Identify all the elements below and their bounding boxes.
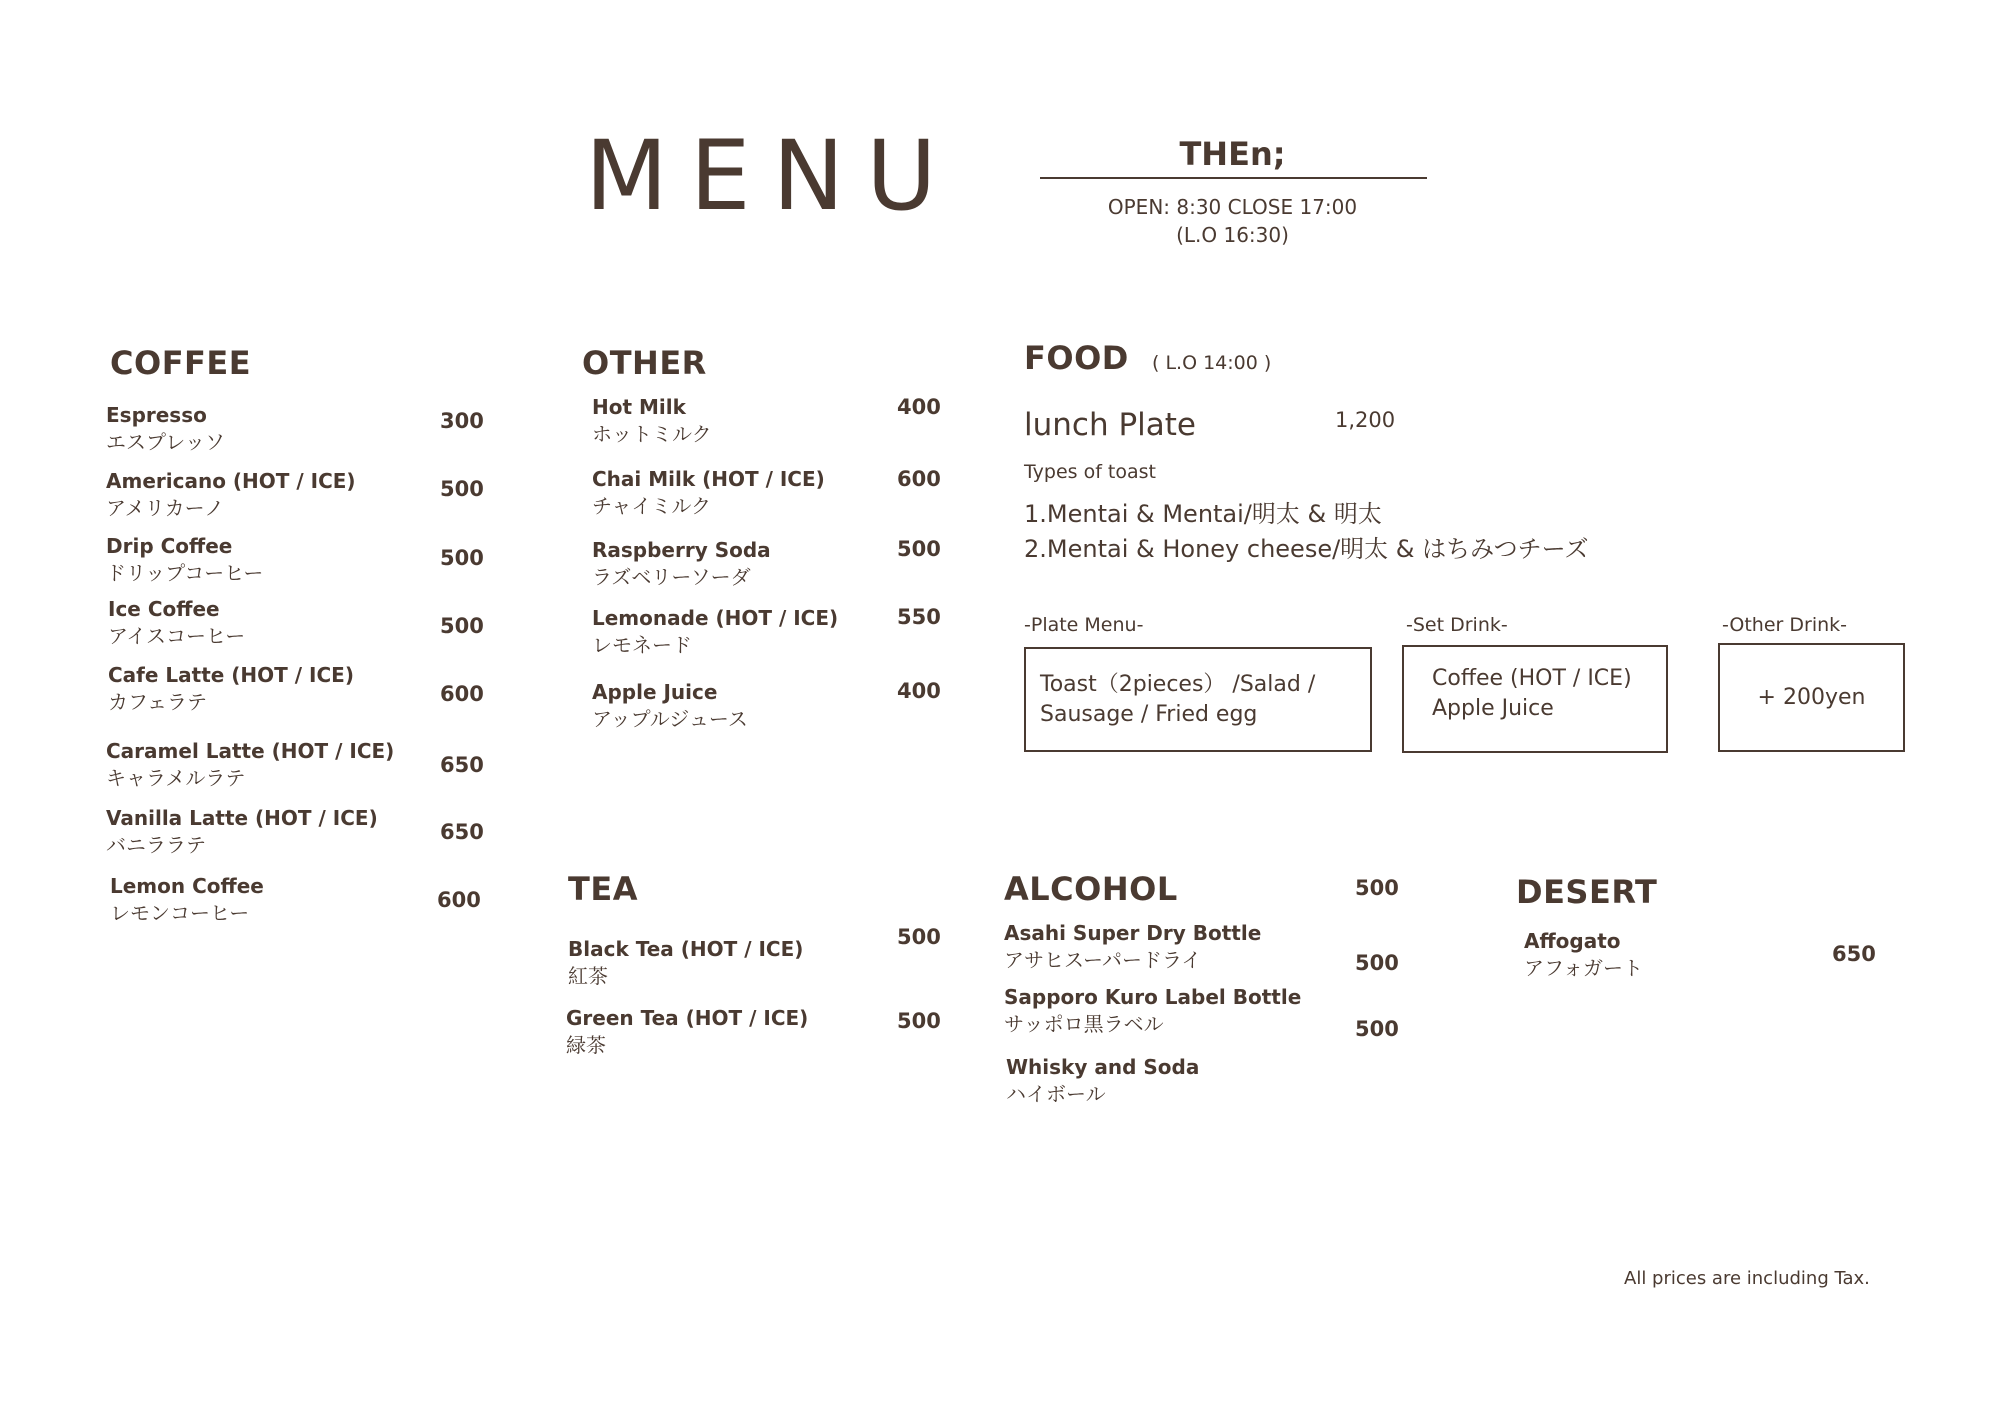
item-name-en: Green Tea (HOT / ICE): [566, 1006, 809, 1030]
set-drink-line-1: Coffee (HOT / ICE): [1432, 666, 1632, 691]
item-price: 400: [897, 395, 941, 419]
item-name-en: Lemon Coffee: [110, 874, 264, 898]
item-price: 500: [440, 546, 484, 570]
item-name-en: Americano (HOT / ICE): [106, 469, 356, 493]
item-name-ja: レモンコーヒー: [110, 901, 250, 925]
item-name-en: Caramel Latte (HOT / ICE): [106, 739, 395, 763]
coffee-item-ice-coffee: [108, 596, 245, 650]
desert-item-affogato: [1524, 928, 1643, 982]
toast-option-1: 1.Mentai & Mentai/明太 & 明太: [1024, 500, 1382, 528]
item-name-en: Cafe Latte (HOT / ICE): [108, 663, 354, 687]
item-name-ja: レモネード: [592, 633, 692, 657]
tea-item-black-tea: [568, 936, 803, 990]
item-name-ja: アフォガート: [1524, 956, 1643, 980]
other-drink-label: -Other Drink-: [1722, 614, 1847, 636]
other-item-hot-milk: [592, 394, 712, 448]
section-title-coffee: COFFEE: [110, 344, 252, 382]
item-name-en: Hot Milk: [592, 395, 686, 419]
item-name-ja: カフェラテ: [108, 690, 207, 714]
item-name-en: Espresso: [106, 403, 207, 427]
lunch-plate-price: 1,200: [1335, 408, 1396, 432]
item-name-en: Whisky and Soda: [1006, 1055, 1200, 1079]
item-name-ja: アメリカーノ: [106, 496, 225, 520]
item-name-en: Lemonade (HOT / ICE): [592, 606, 839, 630]
shop-name-underline: [1040, 177, 1427, 179]
other-item-raspberry-soda: [592, 537, 771, 591]
item-name-ja: 紅茶: [568, 964, 608, 988]
item-price: 650: [1832, 942, 1876, 966]
plate-menu-box: [1024, 647, 1372, 752]
item-name-ja: アサヒスーパードライ: [1004, 948, 1202, 972]
item-price: 500: [897, 925, 941, 949]
item-price: 500: [897, 537, 941, 561]
item-name-ja: チャイミルク: [592, 494, 711, 518]
plate-menu-label: -Plate Menu-: [1024, 614, 1144, 636]
section-title-desert: DESERT: [1516, 873, 1658, 911]
coffee-item-americano: [106, 468, 356, 522]
alcohol-item-asahi: [1004, 920, 1261, 974]
coffee-item-drip-coffee: [106, 533, 263, 587]
item-name-en: Affogato: [1524, 929, 1621, 953]
item-price: 550: [897, 605, 941, 629]
item-name-ja: アップルジュース: [592, 707, 748, 731]
other-drink-price: + 200yen: [1757, 685, 1866, 710]
item-name-en: Vanilla Latte (HOT / ICE): [106, 806, 378, 830]
set-drink-line-2: Apple Juice: [1432, 696, 1554, 721]
item-price: 500: [1355, 876, 1399, 900]
tax-note: All prices are including Tax.: [1624, 1268, 1870, 1289]
item-name-en: Black Tea (HOT / ICE): [568, 937, 804, 961]
alcohol-item-sapporo: [1004, 984, 1301, 1038]
coffee-item-cafe-latte: [108, 662, 354, 716]
set-drink-label: -Set Drink-: [1406, 614, 1508, 636]
item-price: 300: [440, 409, 484, 433]
item-name-ja: バニララテ: [106, 833, 206, 857]
lunch-plate-name: lunch Plate: [1024, 407, 1196, 443]
item-price: 500: [440, 614, 484, 638]
section-title-other: OTHER: [582, 344, 707, 382]
item-name-en: Apple Juice: [592, 680, 718, 704]
item-price: 600: [897, 467, 941, 491]
item-price: 600: [440, 682, 484, 706]
item-price: 500: [1355, 1017, 1399, 1041]
item-name-en: Sapporo Kuro Label Bottle: [1004, 985, 1302, 1009]
food-last-order: ( L.O 14:00 ): [1152, 352, 1272, 374]
item-name-ja: ラズベリーソーダ: [592, 565, 751, 589]
coffee-item-caramel-latte: [106, 738, 394, 792]
item-name-ja: エスプレッソ: [106, 430, 225, 454]
hours-line-1: OPEN: 8:30 CLOSE 17:00: [1107, 195, 1358, 219]
item-name-ja: キャラメルラテ: [106, 766, 246, 790]
other-item-apple-juice: [592, 679, 748, 733]
plate-menu-line-1: Toast（2pieces） /Salad /: [1040, 672, 1316, 697]
tea-item-green-tea: [566, 1005, 808, 1059]
item-price: 500: [897, 1009, 941, 1033]
toast-option-2: 2.Mentai & Honey cheese/明太 & はちみつチーズ: [1024, 535, 1589, 563]
item-name-ja: サッポロ黒ラベル: [1004, 1012, 1164, 1036]
plate-menu-line-2: Sausage / Fried egg: [1040, 702, 1258, 727]
item-name-ja: ドリップコーヒー: [106, 561, 264, 585]
hours-line-2: (L.O 16:30): [1176, 223, 1289, 247]
section-title-tea: TEA: [568, 870, 638, 908]
item-name-en: Asahi Super Dry Bottle: [1004, 921, 1262, 945]
item-price: 400: [897, 679, 941, 703]
menu-title: MENU: [585, 120, 959, 232]
item-name-en: Ice Coffee: [108, 597, 220, 621]
other-item-lemonade: [592, 605, 838, 659]
section-title-food: FOOD: [1024, 339, 1129, 377]
item-name-en: Drip Coffee: [106, 534, 233, 558]
item-price: 500: [440, 477, 484, 501]
opening-hours: [1040, 193, 1425, 249]
other-item-chai-milk: [592, 466, 825, 520]
item-name-en: Raspberry Soda: [592, 538, 771, 562]
item-price: 500: [1355, 951, 1399, 975]
alcohol-item-whisky-soda: [1006, 1054, 1199, 1108]
coffee-item-espresso: [106, 402, 225, 456]
shop-name: THEn;: [1179, 135, 1286, 173]
set-drink-box: [1402, 645, 1668, 753]
item-price: 600: [437, 888, 481, 912]
item-name-ja: 緑茶: [566, 1033, 606, 1057]
item-name-ja: ホットミルク: [592, 422, 712, 446]
coffee-item-vanilla-latte: [106, 805, 378, 859]
toast-types-heading: Types of toast: [1024, 461, 1156, 483]
other-drink-box: [1718, 643, 1905, 752]
item-name-ja: アイスコーヒー: [108, 624, 246, 648]
coffee-item-lemon-coffee: [110, 873, 264, 927]
section-title-alcohol: ALCOHOL: [1004, 870, 1178, 908]
item-name-ja: ハイボール: [1006, 1082, 1106, 1106]
item-price: 650: [440, 820, 484, 844]
item-name-en: Chai Milk (HOT / ICE): [592, 467, 825, 491]
item-price: 650: [440, 753, 484, 777]
